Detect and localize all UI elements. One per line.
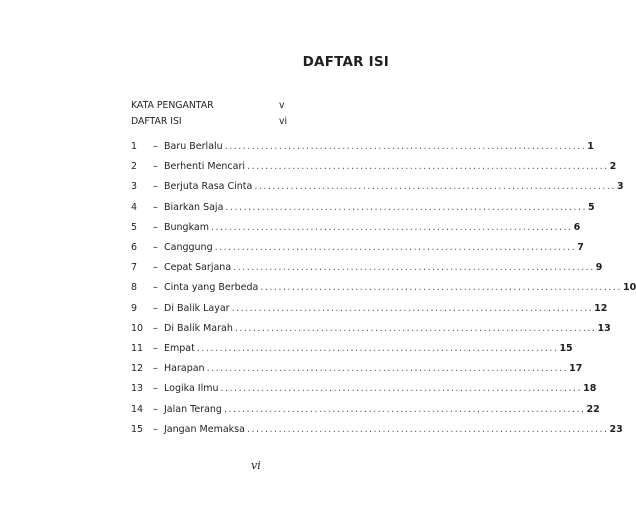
toc-dot-leader: ................................................................................ bbox=[211, 221, 573, 233]
toc-entry-page: 12 bbox=[594, 302, 608, 314]
front-matter-page: v bbox=[279, 100, 285, 111]
toc-dot-leader: ................................................................................ bbox=[225, 201, 587, 213]
toc-entry-body bbox=[164, 302, 608, 316]
toc-entry[interactable] bbox=[131, 241, 584, 255]
toc-entry-number: 7 bbox=[131, 262, 138, 274]
toc-entry-title: Baru Berlalu bbox=[164, 141, 223, 152]
toc-entry-title: Berjuta Rasa Cinta bbox=[164, 181, 253, 193]
toc-entry-title: Jalan Terang bbox=[164, 403, 222, 415]
toc-entry-page: 2 bbox=[609, 161, 617, 173]
toc-entry-body bbox=[164, 423, 623, 437]
toc-entry-title: Canggung bbox=[164, 242, 213, 253]
toc-entry-separator: – bbox=[153, 363, 158, 375]
toc-entry-title: Cinta yang Berbeda bbox=[164, 282, 259, 294]
toc-entry-title: Empat bbox=[164, 343, 195, 354]
toc-dot-leader: ................................................................................ bbox=[233, 262, 595, 274]
toc-entry-body bbox=[164, 342, 573, 356]
toc-entry-separator: – bbox=[153, 262, 158, 274]
page-number: vi bbox=[251, 459, 261, 472]
toc-entry-body bbox=[164, 281, 636, 295]
front-matter-label: KATA PENGANTAR bbox=[131, 100, 214, 111]
toc-entry-body bbox=[164, 180, 624, 194]
toc-entry-page: 23 bbox=[609, 423, 623, 435]
toc-dot-leader: ................................................................................ bbox=[231, 302, 594, 314]
toc-entry-page: 5 bbox=[588, 201, 595, 213]
toc-entry[interactable] bbox=[131, 201, 595, 215]
toc-entry-separator: – bbox=[153, 322, 158, 334]
toc-dot-leader: ................................................................................ bbox=[260, 282, 622, 294]
toc-entry-number: 2 bbox=[131, 161, 138, 173]
toc-entry-number: 6 bbox=[131, 242, 138, 253]
toc-dot-leader: ................................................................................ bbox=[220, 383, 583, 395]
toc-entry-separator: – bbox=[153, 161, 158, 173]
toc-entry-page: 10 bbox=[622, 282, 636, 294]
toc-entry[interactable] bbox=[131, 362, 583, 376]
toc-entry-title: Di Balik Layar bbox=[164, 302, 230, 314]
toc-entry-body bbox=[164, 221, 581, 235]
toc-entry[interactable] bbox=[131, 403, 600, 417]
toc-entry-number: 9 bbox=[131, 302, 138, 314]
front-matter-label: DAFTAR ISI bbox=[131, 116, 182, 127]
toc-entry-number: 1 bbox=[131, 141, 138, 152]
toc-entry[interactable] bbox=[131, 423, 623, 437]
toc-dot-leader: ................................................................................ bbox=[206, 363, 569, 375]
toc-entry-page: 9 bbox=[595, 262, 603, 274]
front-matter-row bbox=[131, 99, 391, 112]
toc-entry-page: 7 bbox=[577, 242, 584, 253]
toc-entry-separator: – bbox=[153, 282, 158, 294]
toc-entry-body bbox=[164, 241, 584, 255]
front-matter-page: vi bbox=[279, 116, 288, 127]
toc-entry-body bbox=[164, 160, 617, 174]
page-title: DAFTAR ISI bbox=[302, 54, 389, 70]
toc-entry-title: Cepat Sarjana bbox=[164, 262, 232, 274]
toc-entry-separator: – bbox=[153, 181, 158, 193]
toc-entry[interactable] bbox=[131, 382, 597, 396]
toc-dot-leader: ................................................................................ bbox=[224, 141, 587, 152]
toc-entry-body bbox=[164, 261, 603, 275]
toc-dot-leader: ................................................................................ bbox=[214, 242, 577, 253]
toc-entry-separator: – bbox=[153, 383, 158, 395]
toc-entry-number: 15 bbox=[131, 423, 144, 435]
toc-entry[interactable] bbox=[131, 140, 594, 154]
front-matter-row bbox=[131, 115, 391, 128]
toc-entry-number: 12 bbox=[131, 363, 144, 375]
toc-entry-title: Bungkam bbox=[164, 221, 209, 233]
toc-dot-leader: ................................................................................ bbox=[246, 423, 609, 435]
toc-entry[interactable] bbox=[131, 302, 608, 316]
toc-entry-body bbox=[164, 362, 583, 376]
toc-dot-leader: ................................................................................ bbox=[234, 322, 597, 334]
toc-entry[interactable] bbox=[131, 342, 573, 356]
toc-entry-title: Harapan bbox=[164, 363, 205, 375]
toc-entry-page: 1 bbox=[587, 141, 594, 152]
toc-entry-body bbox=[164, 201, 595, 215]
toc-entry-number: 13 bbox=[131, 383, 144, 395]
toc-entry-number: 10 bbox=[131, 322, 144, 334]
toc-entry-number: 3 bbox=[131, 181, 138, 193]
toc-entry-body bbox=[164, 140, 594, 154]
toc-entry-page: 17 bbox=[569, 363, 583, 375]
toc-entry-number: 5 bbox=[131, 221, 138, 233]
toc-entry-title: Biarkan Saja bbox=[164, 201, 224, 213]
toc-dot-leader: ................................................................................ bbox=[196, 343, 559, 354]
toc-entry-separator: – bbox=[153, 201, 158, 213]
toc-entry-separator: – bbox=[153, 242, 158, 253]
toc-entry-page: 15 bbox=[559, 343, 573, 354]
toc-entry[interactable] bbox=[131, 180, 624, 194]
toc-entry-body bbox=[164, 322, 611, 336]
toc-entry[interactable] bbox=[131, 221, 581, 235]
toc-entry-page: 22 bbox=[586, 403, 600, 415]
toc-entry[interactable] bbox=[131, 322, 611, 336]
toc-entry-page: 6 bbox=[573, 221, 581, 233]
toc-entry-number: 8 bbox=[131, 282, 138, 294]
toc-entry-number: 14 bbox=[131, 403, 144, 415]
toc-entry[interactable] bbox=[131, 281, 636, 295]
toc-entry-page: 18 bbox=[583, 383, 597, 395]
toc-entry[interactable] bbox=[131, 261, 603, 275]
toc-entry-separator: – bbox=[153, 302, 158, 314]
toc-entry-separator: – bbox=[153, 423, 158, 435]
toc-entry-number: 11 bbox=[131, 343, 144, 354]
toc-dot-leader: ................................................................................ bbox=[254, 181, 616, 193]
toc-entry-separator: – bbox=[153, 221, 158, 233]
toc-entry-title: Di Balik Marah bbox=[164, 322, 233, 334]
toc-entry-separator: – bbox=[153, 343, 158, 354]
toc-entry-page: 13 bbox=[597, 322, 611, 334]
toc-entry-body bbox=[164, 382, 597, 396]
toc-dot-leader: ................................................................................ bbox=[223, 403, 586, 415]
toc-entry-separator: – bbox=[153, 141, 158, 152]
toc-entry[interactable] bbox=[131, 160, 617, 174]
toc-entry-title: Jangan Memaksa bbox=[164, 423, 245, 435]
toc-entry-body bbox=[164, 403, 600, 417]
toc-dot-leader: ................................................................................ bbox=[247, 161, 609, 173]
toc-entry-number: 4 bbox=[131, 201, 138, 213]
toc-entry-page: 3 bbox=[616, 181, 624, 193]
toc-entry-separator: – bbox=[153, 403, 158, 415]
toc-entry-title: Logika Ilmu bbox=[164, 383, 219, 395]
toc-entry-title: Berhenti Mencari bbox=[164, 161, 246, 173]
